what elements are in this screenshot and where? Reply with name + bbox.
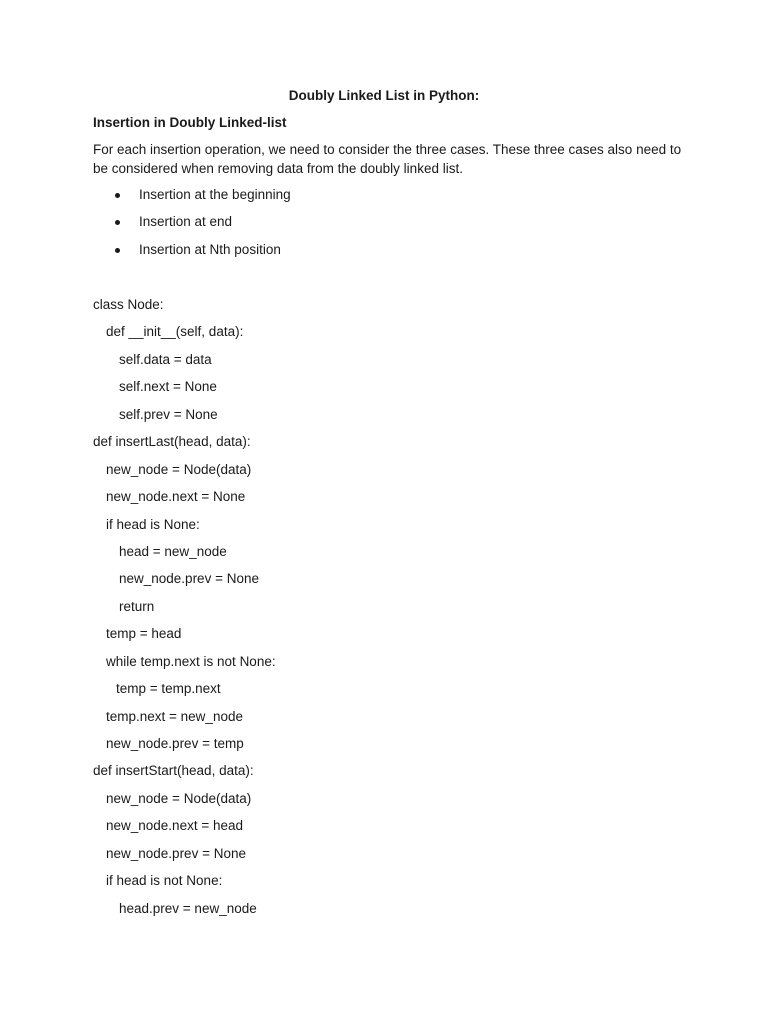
list-item-text: Insertion at end	[139, 214, 233, 230]
code-line: new_node = Node(data)	[106, 790, 252, 806]
code-line: self.next = None	[119, 379, 217, 395]
code-line: while temp.next is not None:	[106, 653, 276, 669]
code-line: def insertLast(head, data):	[93, 434, 251, 450]
bullet-icon	[115, 220, 120, 225]
section-heading: Insertion in Doubly Linked-list	[93, 115, 287, 130]
code-line: return	[119, 598, 155, 614]
code-line: temp = head	[106, 626, 182, 642]
code-line: new_node.prev = None	[106, 845, 246, 861]
code-line: temp = temp.next	[116, 681, 221, 697]
code-line: temp.next = new_node	[106, 708, 243, 724]
code-line: self.prev = None	[119, 406, 218, 422]
code-line: self.data = data	[119, 351, 212, 367]
code-line: class Node:	[93, 297, 164, 312]
code-line: if head is not None:	[106, 873, 223, 889]
code-line: new_node.next = head	[106, 818, 243, 834]
list-item-text: Insertion at Nth position	[139, 241, 281, 257]
bullet-icon	[115, 248, 120, 253]
list-item-text: Insertion at the beginning	[139, 187, 291, 202]
bullet-icon	[115, 193, 120, 198]
code-line: new_node = Node(data)	[106, 461, 252, 477]
code-line: new_node.prev = temp	[106, 736, 244, 751]
code-line: new_node.next = None	[106, 489, 246, 505]
code-line: head.prev = new_node	[119, 900, 257, 916]
code-line: if head is None:	[106, 516, 200, 532]
code-line: def insertStart(head, data):	[93, 763, 254, 779]
code-line: def __init__(self, data):	[106, 324, 244, 340]
intro-paragraph: For each insertion operation, we need to consider the three cases. These three cases also need to be considered when removing data from the doubly linked list.	[93, 142, 682, 176]
code-line: head = new_node	[119, 543, 227, 559]
document-title: Doubly Linked List in Python:	[288, 88, 480, 103]
code-listing	[93, 296, 276, 927]
code-line: new_node.prev = None	[119, 571, 259, 587]
